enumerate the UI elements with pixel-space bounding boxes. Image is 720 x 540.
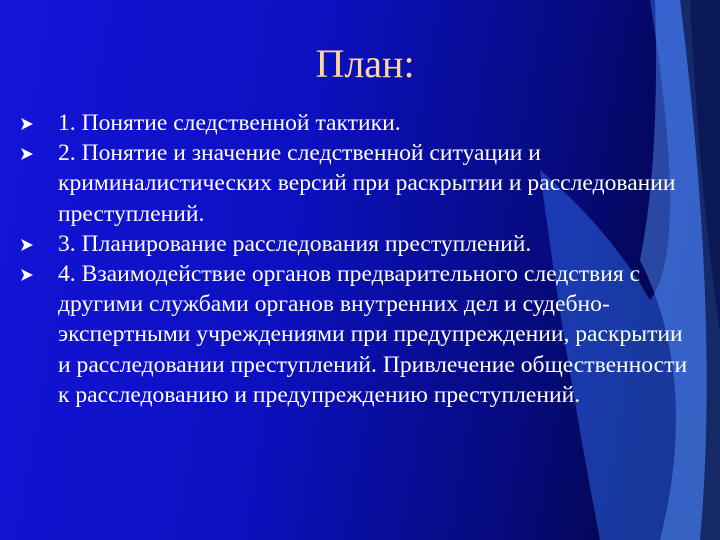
bullet-item-4 (20, 259, 700, 410)
bullet-item-3 (20, 229, 700, 259)
bullet-text-3: 3. Планирование расследования преступлений. (58, 230, 532, 257)
bullet-item-2 (20, 138, 700, 229)
arrow-bullet-icon (20, 238, 34, 252)
bullet-list (20, 108, 700, 410)
slide-title: План: (315, 41, 415, 86)
bullet-text-1: 1. Понятие следственной тактики. (58, 110, 401, 136)
bullet-text-2: 2. Понятие и значение следственной ситуации и криминалистических версий при раскрытии и расследовании преступлений. (58, 140, 676, 227)
bullet-item-1 (20, 108, 700, 138)
arrow-bullet-icon (20, 117, 34, 131)
bullet-text-4: 4. Взаимодействие органов предварительного следствия с другими службами органов внутренних дел и судебно-экспертными учреждениями при предупреждении, раскрытии и расследовании преступлений. Привлечение общественности к расследованию и предупреждению преступлений. (58, 261, 688, 408)
arrow-bullet-icon (20, 147, 34, 161)
arrow-bullet-icon (20, 268, 34, 282)
